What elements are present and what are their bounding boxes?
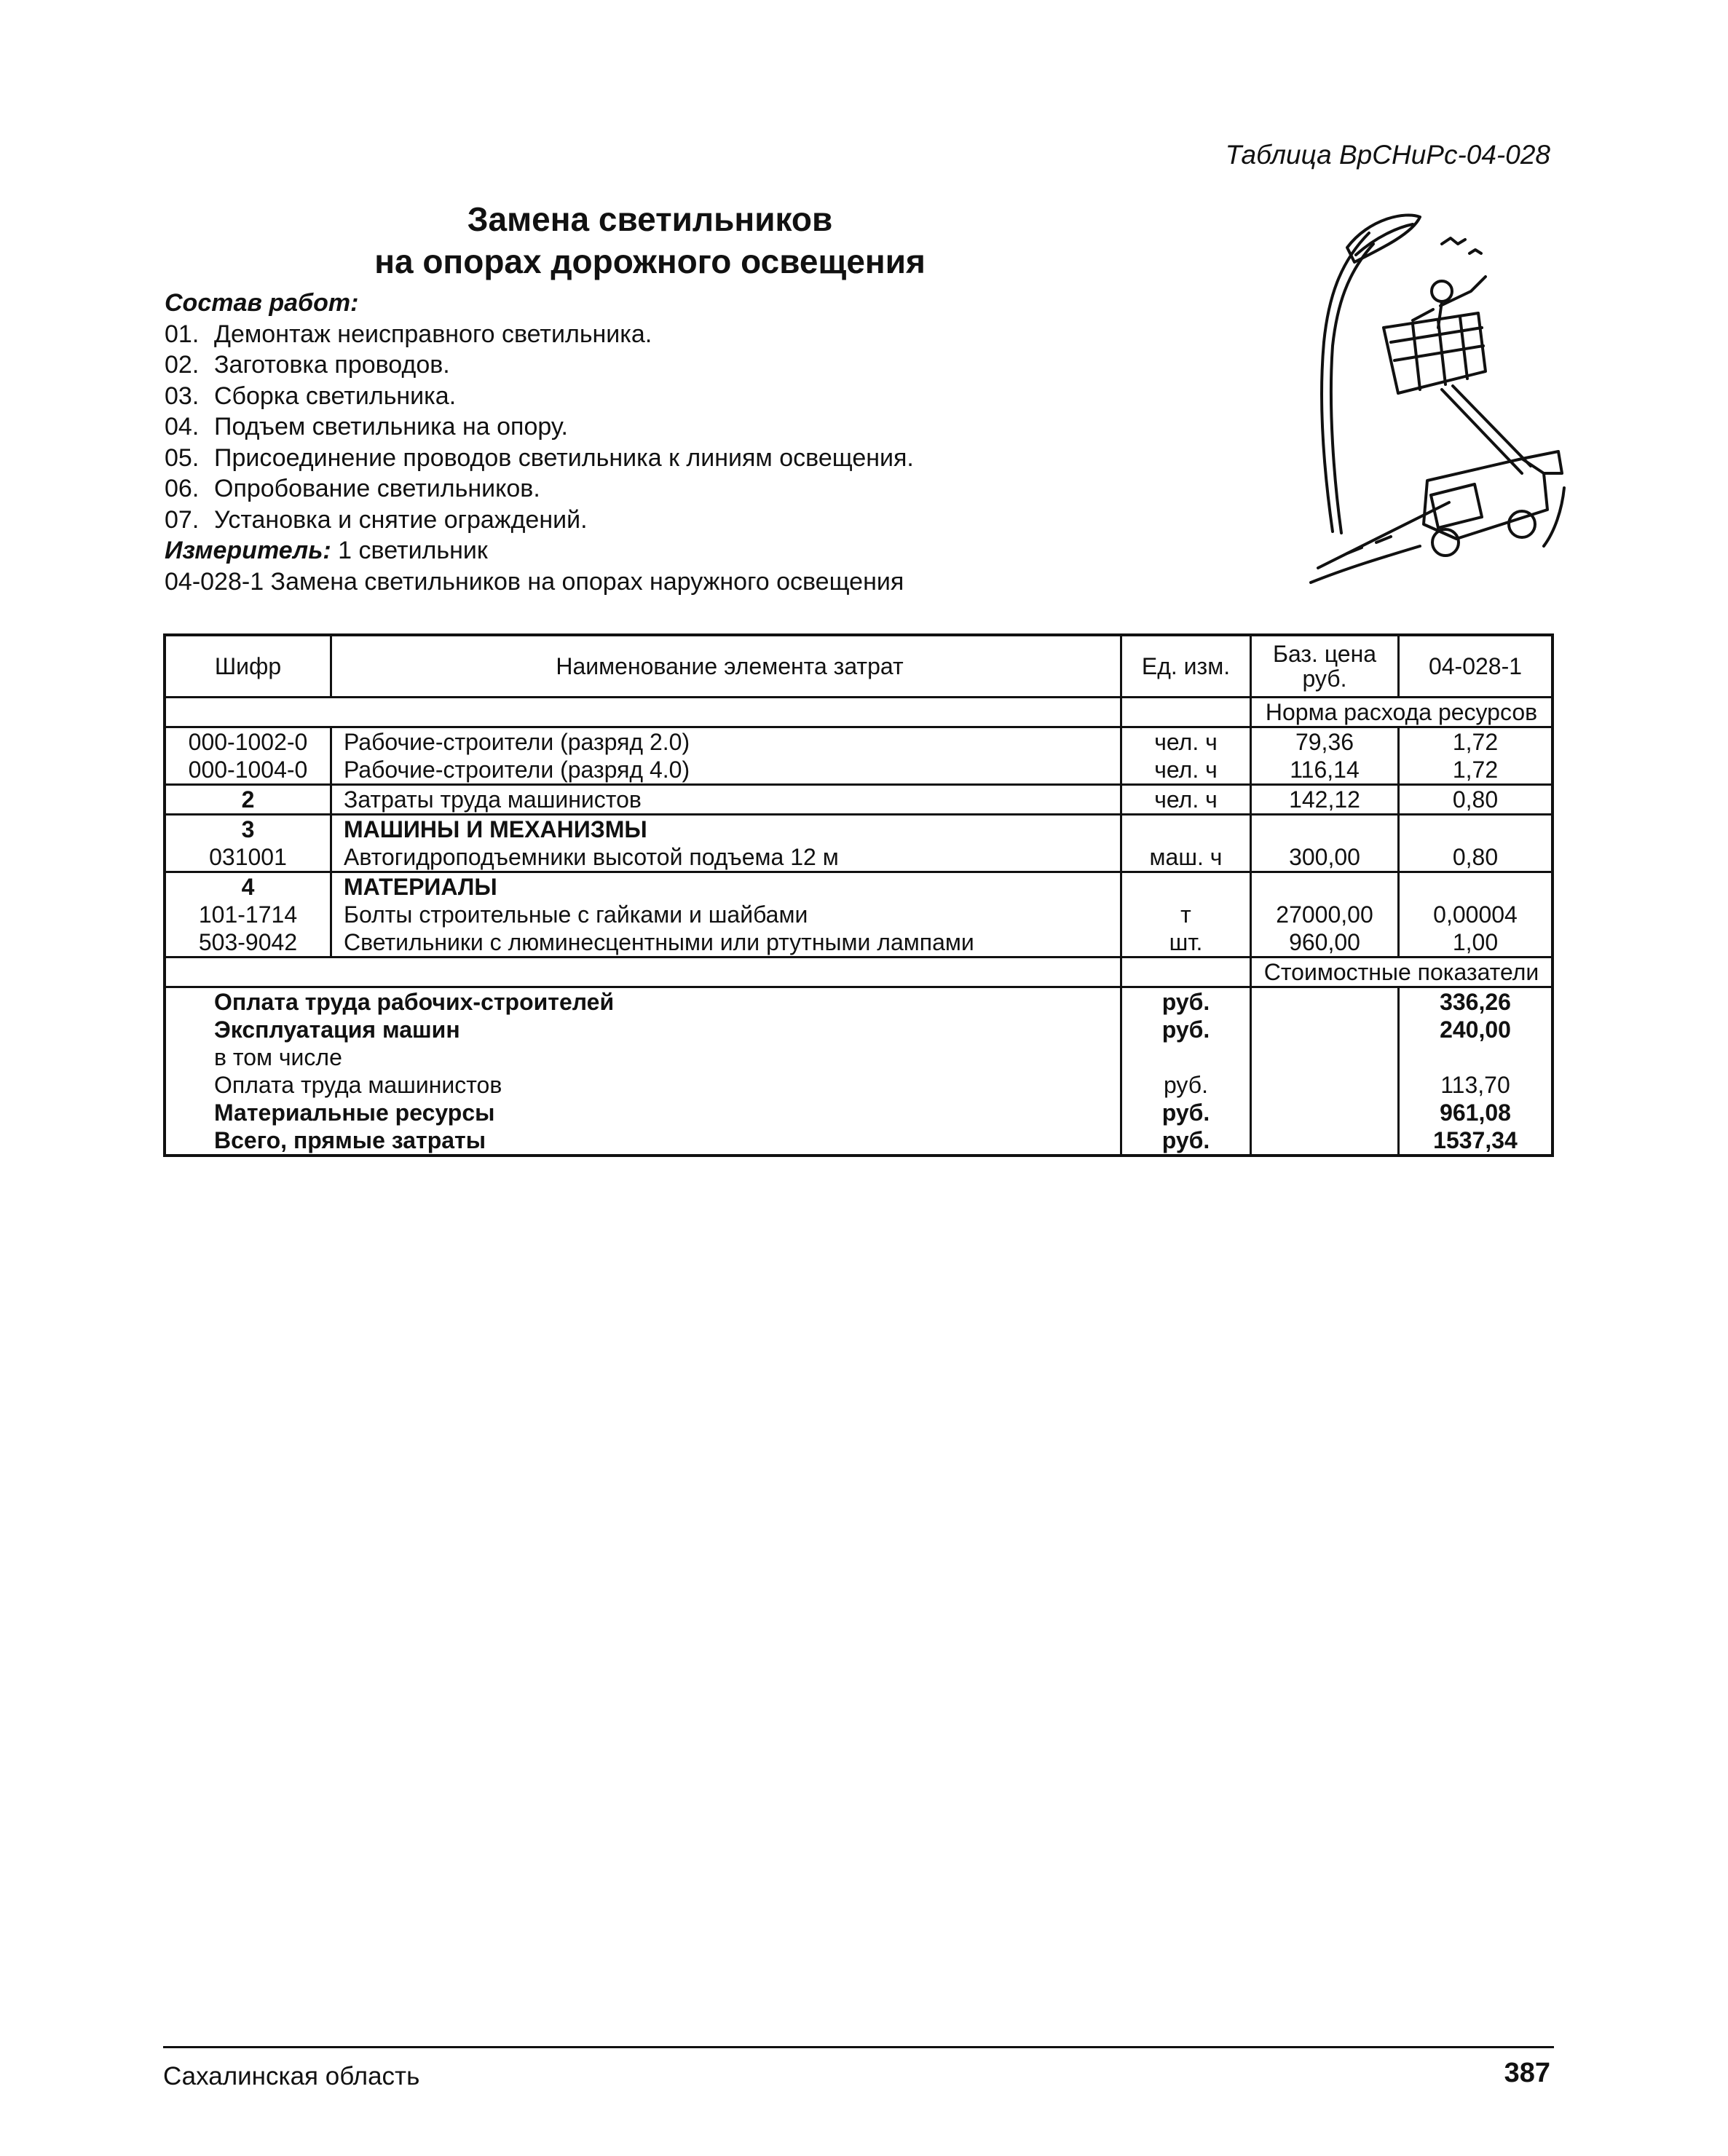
- summary-row: [165, 1099, 1553, 1126]
- item-text: Сборка светильника.: [214, 382, 457, 410]
- table-row: [165, 756, 1553, 785]
- section-row: [165, 957, 1553, 987]
- summary-row: [165, 1016, 1553, 1043]
- list-item: [165, 319, 914, 350]
- item-number: 05.: [165, 443, 200, 472]
- table-header-row: [165, 635, 1553, 698]
- summary-row: [165, 1071, 1553, 1099]
- cell-price: 142,12: [1251, 785, 1399, 815]
- cell-unit: [1121, 872, 1251, 901]
- cell-value: [1399, 872, 1553, 901]
- summary-label: Всего, прямые затраты: [165, 1126, 1121, 1156]
- item-number: 04.: [165, 413, 200, 441]
- item-number: 03.: [165, 382, 200, 410]
- item-number: 02.: [165, 351, 200, 379]
- cell-name: Рабочие-строители (разряд 2.0): [331, 727, 1121, 757]
- cell-code: 4: [165, 872, 331, 901]
- page-number: 387: [1504, 2058, 1550, 2088]
- table-row: [165, 815, 1553, 844]
- cell-unit: чел. ч: [1121, 756, 1251, 785]
- header-unit: Ед. изм.: [1121, 635, 1251, 698]
- summary-value: [1399, 1043, 1553, 1071]
- summary-unit: руб.: [1121, 1016, 1251, 1043]
- summary-unit: [1121, 1043, 1251, 1071]
- list-item: [165, 443, 914, 474]
- summary-unit: руб.: [1121, 1126, 1251, 1156]
- summary-value: 1537,34: [1433, 1127, 1518, 1153]
- summary-label: в том числе: [165, 1043, 1121, 1071]
- table-row: [165, 843, 1553, 872]
- street-lamp-repair-illustration: [1303, 204, 1566, 590]
- measure-label: Измеритель:: [165, 537, 331, 564]
- summary-label: Эксплуатация машин: [165, 1016, 1121, 1043]
- summary-value: 961,08: [1440, 1099, 1511, 1126]
- cell-code: 000-1002-0: [165, 727, 331, 757]
- cell-unit: [1121, 815, 1251, 844]
- table-reference: Таблица ВрСНиРс-04-028: [1225, 140, 1550, 170]
- item-text: Присоединение проводов светильника к линиям освещения.: [214, 443, 914, 472]
- cost-section-label: Стоимостные показатели: [1251, 957, 1553, 987]
- item-number: 07.: [165, 505, 200, 534]
- norm-section-label: Норма расхода ресурсов: [1251, 698, 1553, 727]
- cell-price: 27000,00: [1251, 901, 1399, 928]
- title-line-2: на опорах дорожного освещения: [374, 242, 926, 280]
- item-text: Заготовка проводов.: [214, 351, 450, 379]
- cell-value: 1,72: [1399, 727, 1553, 757]
- summary-value: 113,70: [1440, 1072, 1510, 1098]
- item-text: Установка и снятие ограждений.: [214, 505, 588, 534]
- cell-name: МАШИНЫ И МЕХАНИЗМЫ: [331, 815, 1121, 844]
- cell-code: 3: [165, 815, 331, 844]
- summary-row: [165, 987, 1553, 1016]
- cell-value: 0,80: [1399, 785, 1553, 815]
- cell-value: 1,72: [1452, 757, 1499, 783]
- cell-name: Затраты труда машинистов: [331, 785, 1121, 815]
- summary-row: [165, 1043, 1553, 1071]
- item-text: Подъем светильника на опору.: [214, 413, 568, 441]
- code-line: 04-028-1 Замена светильников на опорах наружного освещения: [165, 567, 904, 596]
- cell-code: 000-1004-0: [165, 756, 331, 785]
- list-item: [165, 473, 914, 505]
- cell-price: [1251, 872, 1399, 901]
- cell-name: Автогидроподъемники высотой подъема 12 м: [331, 843, 1121, 872]
- measure-value: 1 светильник: [331, 537, 488, 564]
- cell-code: 101-1714: [165, 901, 331, 928]
- cell-name: Болты строительные с гайками и шайбами: [331, 901, 1121, 928]
- cell-price: [1251, 815, 1399, 844]
- cell-unit: маш. ч: [1121, 843, 1251, 872]
- header-name: Наименование элемента затрат: [331, 635, 1121, 698]
- work-composition: [165, 288, 914, 597]
- cell-name: МАТЕРИАЛЫ: [331, 872, 1121, 901]
- list-item: [165, 381, 914, 412]
- item-text: Демонтаж неисправного светильника.: [214, 320, 652, 348]
- cell-code: 031001: [165, 843, 331, 872]
- item-number: 01.: [165, 320, 200, 348]
- composition-header: Состав работ:: [165, 289, 359, 317]
- list-item: [165, 350, 914, 381]
- table-row: [165, 785, 1553, 815]
- summary-unit: руб.: [1121, 1071, 1251, 1099]
- title-line-1: Замена светильников: [467, 200, 833, 238]
- header-price: Баз. цена руб.: [1251, 635, 1399, 698]
- cell-unit: чел. ч: [1121, 727, 1251, 757]
- section-row: [165, 698, 1553, 727]
- footer-divider: [163, 2046, 1554, 2048]
- cell-value: [1399, 815, 1553, 844]
- item-text: Опробование светильников.: [214, 475, 540, 502]
- cell-name: Светильники с люминесцентными или ртутными лампами: [331, 928, 1121, 957]
- summary-value: 240,00: [1440, 1016, 1511, 1043]
- cell-price: 116,14: [1251, 756, 1399, 785]
- cell-code: 503-9042: [165, 928, 331, 957]
- header-norm: 04-028-1: [1399, 635, 1553, 698]
- summary-unit: руб.: [1121, 1099, 1251, 1126]
- table-row: [165, 901, 1553, 928]
- summary-unit: руб.: [1121, 987, 1251, 1016]
- header-code: Шифр: [165, 635, 331, 698]
- table-row: [165, 872, 1553, 901]
- cell-unit: чел. ч: [1121, 785, 1251, 815]
- cell-value: 0,80: [1452, 844, 1499, 870]
- cell-price: 300,00: [1251, 843, 1399, 872]
- summary-label: Оплата труда рабочих-строителей: [165, 987, 1121, 1016]
- summary-row: [165, 1126, 1553, 1156]
- cell-name: Рабочие-строители (разряд 4.0): [331, 756, 1121, 785]
- cell-price: 79,36: [1251, 727, 1399, 757]
- table-row: [165, 727, 1553, 757]
- summary-label: Оплата труда машинистов: [165, 1071, 1121, 1099]
- table-row: [165, 928, 1553, 957]
- cell-unit: шт.: [1121, 928, 1251, 957]
- cell-price: 960,00: [1251, 928, 1399, 957]
- cost-table: [163, 633, 1554, 1157]
- cell-value: 0,00004: [1433, 901, 1518, 928]
- cell-value: 1,00: [1452, 929, 1499, 955]
- item-number: 06.: [165, 475, 200, 502]
- summary-value: 336,26: [1399, 987, 1553, 1016]
- page-title: [291, 198, 1009, 283]
- summary-label: Материальные ресурсы: [165, 1099, 1121, 1126]
- cell-code: 2: [165, 785, 331, 815]
- cell-unit: т: [1121, 901, 1251, 928]
- footer-region: Сахалинская область: [163, 2062, 420, 2090]
- list-item: [165, 505, 914, 536]
- list-item: [165, 411, 914, 443]
- measure-line: [165, 535, 914, 566]
